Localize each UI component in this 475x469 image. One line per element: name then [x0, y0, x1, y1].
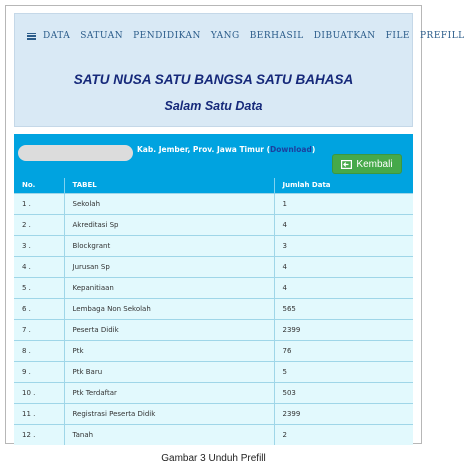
- cell-tabel: Sekolah: [64, 193, 274, 214]
- table-row: [14, 277, 413, 298]
- cell-jumlah: 503: [274, 382, 413, 403]
- cell-jumlah: 4: [274, 256, 413, 277]
- table-row: [14, 235, 413, 256]
- cell-tabel: Ptk Terdaftar: [64, 382, 274, 403]
- heading-word: BERHASIL: [249, 31, 304, 41]
- back-button-label: Kembali: [356, 158, 393, 170]
- figure-caption: Gambar 3 Unduh Prefill: [161, 453, 266, 464]
- cell-jumlah: 76: [274, 340, 413, 361]
- table-row: [14, 256, 413, 277]
- screenshot-frame: [5, 5, 465, 444]
- cell-tabel: Ptk: [64, 340, 274, 361]
- table-row: [14, 193, 413, 214]
- column-header-tabel: TABEL: [64, 178, 274, 193]
- table-row: [14, 361, 413, 382]
- cell-tabel: Blockgrant: [64, 235, 274, 256]
- cell-no: 8 .: [14, 340, 64, 361]
- cell-no: 6 .: [14, 298, 64, 319]
- hero-heading: [27, 31, 475, 41]
- cell-jumlah: 1: [274, 193, 413, 214]
- back-arrow-icon: [341, 160, 352, 169]
- column-header-no: No.: [14, 178, 64, 193]
- cell-jumlah: 2399: [274, 403, 413, 424]
- cell-tabel: Registrasi Peserta Didik: [64, 403, 274, 424]
- cell-jumlah: 4: [274, 277, 413, 298]
- cell-tabel: Jurusan Sp: [64, 256, 274, 277]
- table-row: [14, 340, 413, 361]
- cell-no: 7 .: [14, 319, 64, 340]
- table-row: [14, 403, 413, 424]
- cell-tabel: Tanah: [64, 424, 274, 445]
- cell-tabel: Lembaga Non Sekolah: [64, 298, 274, 319]
- cell-no: 11 .: [14, 403, 64, 424]
- cell-jumlah: 2399: [274, 319, 413, 340]
- heading-word: YANG: [210, 31, 240, 41]
- cell-tabel: Ptk Baru: [64, 361, 274, 382]
- table-row: [14, 214, 413, 235]
- cell-jumlah: 5: [274, 361, 413, 382]
- heading-word: DIBUATKAN: [313, 31, 376, 41]
- back-button[interactable]: [332, 154, 402, 174]
- download-link[interactable]: Download: [270, 145, 312, 154]
- heading-word: SATUAN: [80, 31, 124, 41]
- page-subtitle: Salam Satu Data: [164, 99, 263, 113]
- hero-banner: [14, 13, 465, 127]
- page-title: SATU NUSA SATU BANGSA SATU BAHASA: [73, 72, 354, 87]
- cell-jumlah: 3: [274, 235, 413, 256]
- cell-no: 9 .: [14, 361, 64, 382]
- table-row: [14, 424, 413, 445]
- table-row: [14, 382, 413, 403]
- region-suffix: ): [311, 145, 316, 154]
- cell-no: 12 .: [14, 424, 64, 445]
- heading-word: PENDIDIKAN: [133, 31, 201, 41]
- redacted-school-name: [18, 145, 133, 161]
- cell-jumlah: 565: [274, 298, 413, 319]
- cell-tabel: Peserta Didik: [64, 319, 274, 340]
- cell-no: 10 .: [14, 382, 64, 403]
- region-label: [137, 145, 315, 154]
- cell-no: 5 .: [14, 277, 64, 298]
- heading-word: DATA: [43, 31, 71, 41]
- prefill-table: [14, 178, 413, 445]
- data-panel: [14, 134, 413, 445]
- heading-word: FILE: [385, 31, 410, 41]
- heading-word: PREFILL: [420, 31, 465, 41]
- cell-no: 4 .: [14, 256, 64, 277]
- cell-jumlah: 4: [274, 214, 413, 235]
- cell-no: 1 .: [14, 193, 64, 214]
- cell-tabel: Akreditasi Sp: [64, 214, 274, 235]
- list-icon: [27, 33, 36, 40]
- table-row: [14, 298, 413, 319]
- region-text: Kab. Jember, Prov. Jawa Timur (: [137, 145, 271, 154]
- cell-no: 2 .: [14, 214, 64, 235]
- column-header-jumlah: Jumlah Data: [274, 178, 413, 193]
- table-header-row: [14, 178, 413, 193]
- cell-no: 3 .: [14, 235, 64, 256]
- cell-jumlah: 2: [274, 424, 413, 445]
- cell-tabel: Kepanitiaan: [64, 277, 274, 298]
- table-row: [14, 319, 413, 340]
